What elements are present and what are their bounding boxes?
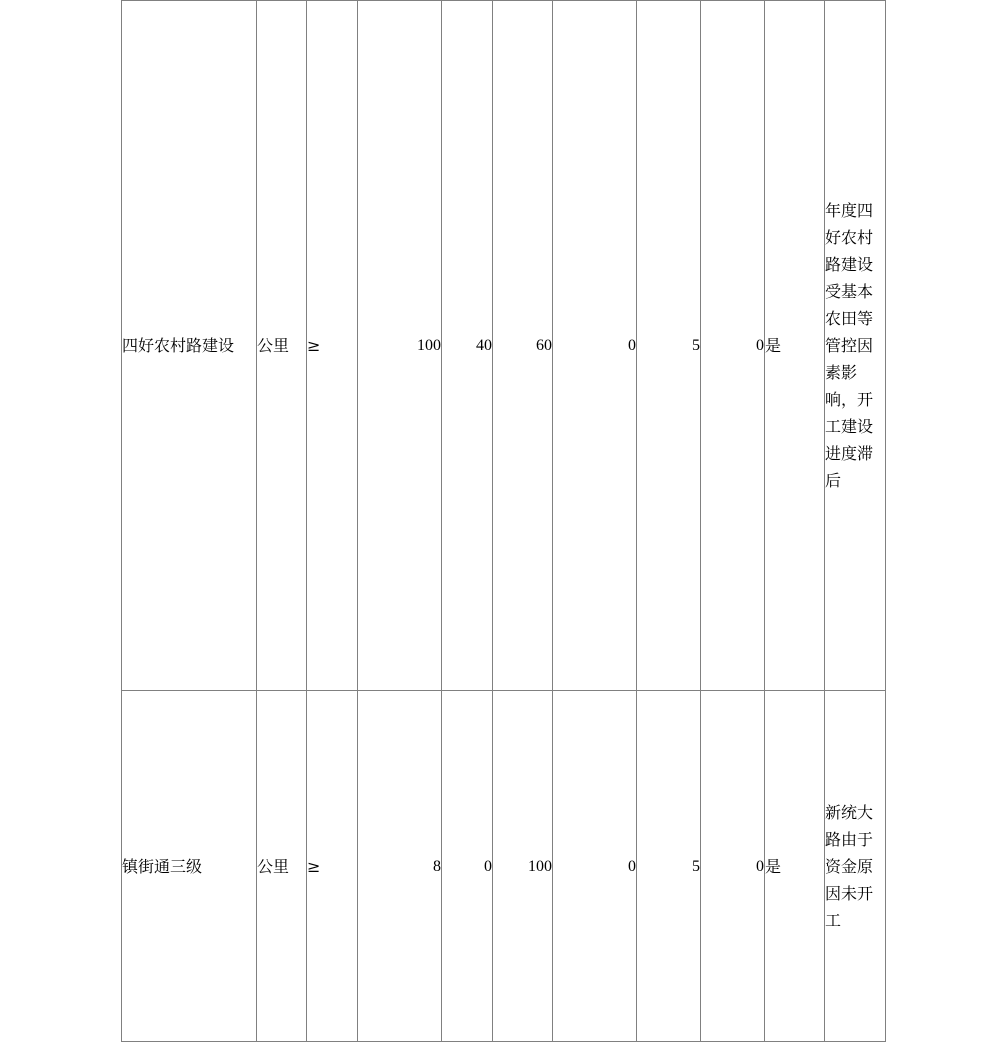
unit-cell: 公里 [257,691,307,1042]
indicator-name-cell: 镇街通三级 [122,691,257,1042]
completed-cell: 是 [765,1,825,691]
indicator-table [121,0,886,1042]
value-cell: 0 [442,691,493,1042]
table-row [122,691,886,1042]
indicator-name-cell: 四好农村路建设 [122,1,257,691]
completed-cell: 是 [765,691,825,1042]
value-cell: 100 [493,691,553,1042]
value-cell: 8 [358,691,442,1042]
value-cell: 5 [637,691,701,1042]
note-cell: 新统大路由于资金原因未开工 [825,691,886,1042]
value-cell: 0 [553,691,637,1042]
operator-cell: ≥ [307,1,358,691]
unit-cell: 公里 [257,1,307,691]
value-cell: 40 [442,1,493,691]
note-cell: 年度四好农村路建设受基本农田等管控因素影响，开工建设进度滞后 [825,1,886,691]
value-cell: 0 [701,1,765,691]
value-cell: 0 [553,1,637,691]
operator-cell: ≥ [307,691,358,1042]
value-cell: 100 [358,1,442,691]
value-cell: 60 [493,1,553,691]
table-row [122,1,886,691]
value-cell: 0 [701,691,765,1042]
value-cell: 5 [637,1,701,691]
